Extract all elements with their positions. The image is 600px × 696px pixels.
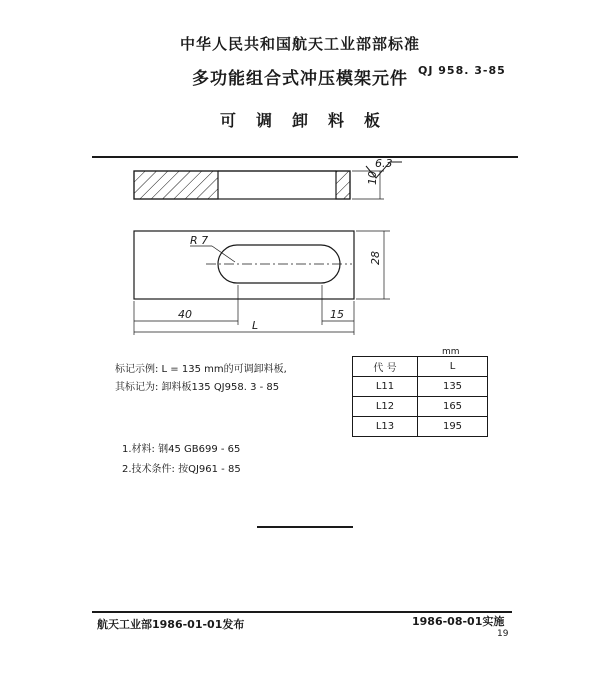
table-header-row: [353, 357, 488, 377]
note-material: 1.材料: 钢45 GB699 - 65: [122, 444, 241, 455]
technical-drawing: [90, 158, 420, 338]
plan-view: [134, 231, 390, 335]
unit-label: mm: [442, 347, 460, 357]
cell-length: 135: [418, 377, 488, 397]
dim-slot-end: 15: [330, 308, 344, 321]
page-number: 19: [497, 629, 509, 639]
marking-example-line1: 标记示例: L = 135 mm的可调卸料板,: [115, 364, 287, 375]
cell-length: 165: [418, 397, 488, 417]
dim-thickness: 10: [366, 171, 379, 185]
part-name: 可调卸料板: [219, 111, 400, 130]
section-view: [134, 171, 384, 199]
cell-code: L12: [353, 397, 418, 417]
size-table: [352, 356, 488, 437]
header-code: 代 号: [353, 357, 418, 377]
dim-radius: R 7: [190, 234, 209, 247]
dim-length: L: [252, 319, 259, 332]
roughness-value: 6.3: [375, 158, 393, 170]
dim-width: 28: [369, 251, 382, 265]
header-length: L: [418, 357, 488, 377]
dim-offset: 40: [178, 308, 192, 321]
effective-date: 1986-08-01实施: [412, 615, 505, 628]
note-technical-conditions: 2.技术条件: 按QJ961 - 85: [122, 464, 241, 475]
table-row: [353, 417, 488, 437]
cell-length: 195: [418, 417, 488, 437]
table-row: [353, 377, 488, 397]
standard-title: 中华人民共和国航天工业部部标准: [179, 35, 420, 53]
series-title: 多功能组合式冲压模架元件: [192, 69, 408, 89]
table-row: [353, 397, 488, 417]
cell-code: L13: [353, 417, 418, 437]
standard-code: QJ 958. 3-85: [418, 64, 506, 77]
marking-example-line2: 其标记为: 卸料板135 QJ958. 3 - 85: [115, 382, 280, 393]
issue-date: 航天工业部1986-01-01发布: [97, 618, 245, 631]
cell-code: L11: [353, 377, 418, 397]
end-rule: [257, 526, 353, 528]
